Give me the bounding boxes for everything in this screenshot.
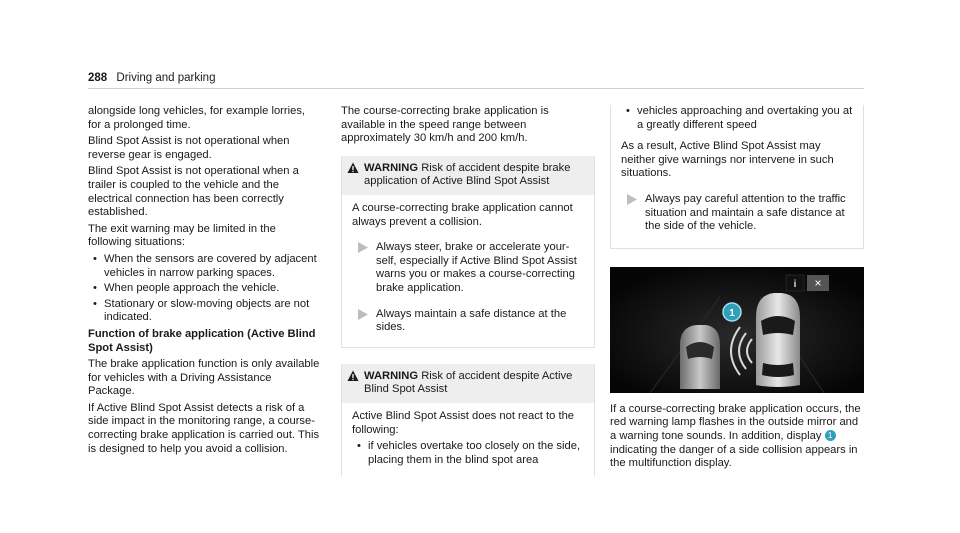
instruction-step bbox=[621, 193, 853, 234]
page-number: 288 bbox=[88, 72, 108, 84]
warning-text: Active Blind Spot Assist does not react to the following: bbox=[352, 409, 575, 436]
paragraph: Blind Spot Assist is not operational when reverse gear is engaged. bbox=[88, 135, 290, 161]
header-divider bbox=[88, 88, 864, 89]
no-reaction-list-continued bbox=[621, 105, 853, 132]
indicator-badge-number: 1 bbox=[729, 307, 735, 319]
no-reaction-list bbox=[352, 440, 584, 467]
instruction-text: Always pay careful attention to the traffic situation and maintain a safe distance at the side of the vehicle. bbox=[645, 192, 846, 233]
blind-spot-display-illustration bbox=[610, 267, 864, 393]
paragraph: Blind Spot Assist is not operational when a trailer is coupled to the vehicle and the electrical connection has been correctly established. bbox=[88, 165, 299, 219]
image-caption bbox=[610, 403, 864, 471]
column-3 bbox=[610, 105, 864, 474]
warning-triangle-icon bbox=[347, 162, 359, 174]
paragraph: alongside long vehicles, for example lorries, for a prolonged time. bbox=[88, 105, 306, 131]
warning-header bbox=[342, 156, 594, 195]
paragraph: As a result, Active Blind Spot Assist may neither give warnings nor intervene in such situations. bbox=[621, 140, 834, 180]
approaching-vehicle-icon bbox=[680, 325, 720, 389]
list-item: • if vehicles overtake too closely on the side, placing them in the blind spot area bbox=[352, 440, 584, 467]
section-title: Driving and parking bbox=[116, 72, 216, 84]
warning-panel-brake-application bbox=[341, 156, 595, 348]
warning-text: A course-correcting brake application cannot always prevent a collision. bbox=[352, 201, 573, 228]
paragraph: The course-correcting brake application is available in the speed range between approximately 30 km/h and 200 km/h. bbox=[341, 105, 549, 145]
arrow-right-icon bbox=[358, 242, 368, 253]
warning-body bbox=[342, 195, 594, 347]
warning-label: WARNING bbox=[364, 369, 419, 382]
warning-header bbox=[342, 364, 594, 403]
column-1 bbox=[88, 105, 321, 459]
own-vehicle-icon bbox=[756, 293, 800, 387]
column-2 bbox=[341, 105, 595, 476]
paragraph: The exit warning may be limited in the following situations: bbox=[88, 222, 276, 249]
close-button[interactable] bbox=[807, 275, 829, 291]
close-icon: × bbox=[814, 275, 822, 290]
exit-warning-limits-list bbox=[88, 253, 321, 325]
multifunction-display-image bbox=[610, 267, 864, 393]
warning-body bbox=[342, 403, 594, 476]
paragraph: If Active Blind Spot Assist detects a risk of a side impact in the monitoring range, a course-correcting brake application is carried out. This is designed to help you avoid a collision. bbox=[88, 401, 320, 455]
warning-label: WARNING bbox=[364, 161, 419, 174]
indicator-badge bbox=[723, 303, 741, 321]
paragraph: The brake application function is only available for vehicles with a Driving Assistance Package. bbox=[88, 358, 320, 398]
arrow-right-icon bbox=[358, 309, 368, 320]
warning-panel-continued bbox=[610, 105, 864, 249]
warning-panel-no-reaction bbox=[341, 364, 595, 477]
warning-title: Risk of accident despite Active Blind Spot Assist bbox=[364, 369, 573, 396]
caption-text: If a course-correcting brake application occurs, the red warning lamp flashes in the outside mirror and a warning tone sounds. In addition, display bbox=[610, 402, 861, 442]
list-item: • vehicles approaching and overtaking you at a greatly different speed bbox=[621, 105, 853, 132]
instruction-text: Always maintain a safe distance at the sides. bbox=[376, 307, 567, 334]
page-header bbox=[88, 72, 215, 86]
info-button[interactable] bbox=[786, 275, 804, 291]
list-item: • Stationary or slow-moving objects are not indicated. bbox=[88, 298, 321, 325]
instruction-text: Always steer, brake or accelerate your-self, especially if Active Blind Spot Assist warns you or makes a course-correcting brake application. bbox=[376, 241, 577, 294]
caption-badge: 1 bbox=[825, 430, 836, 441]
warning-title: Risk of accident despite brake application of Active Blind Spot Assist bbox=[364, 161, 571, 188]
arrow-right-icon bbox=[627, 194, 637, 205]
info-icon: i bbox=[793, 278, 797, 290]
list-item: • When the sensors are covered by adjacent vehicles in narrow parking spaces. bbox=[88, 253, 321, 280]
instruction-step bbox=[352, 308, 584, 335]
warning-triangle-icon bbox=[347, 370, 359, 382]
instruction-step bbox=[352, 241, 584, 295]
caption-text: indicating the danger of a side collision appears in the multifunction display. bbox=[610, 443, 858, 470]
list-item: • When people approach the vehicle. bbox=[88, 282, 321, 296]
section-heading: Function of brake application (Active Blind Spot Assist) bbox=[88, 327, 316, 354]
